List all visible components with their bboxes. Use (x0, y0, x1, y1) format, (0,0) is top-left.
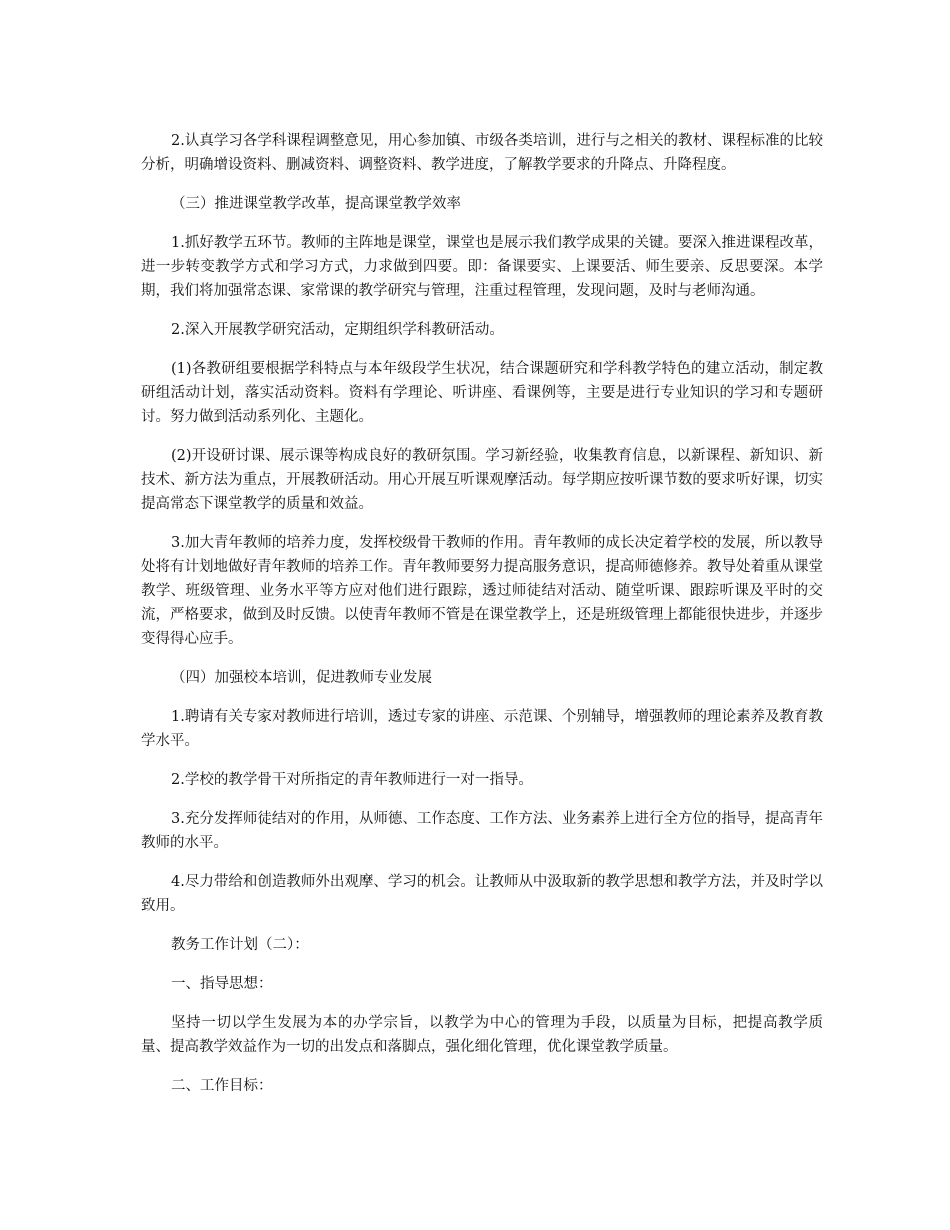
paragraph-expert-training: 1.聘请有关专家对教师进行培训，透过专家的讲座、示范课、个别辅导，增强教师的理论素养及教育教学水平。 (141, 709, 823, 749)
paragraph-guiding-ideology: 坚持一切以学生发展为本的办学宗旨，以教学为中心的管理为手段，以质量为目标，把提高教学质量、提高教学效益作为一切的出发点和落脚点，强化细化管理，优化课堂教学质量。 (141, 1015, 823, 1055)
paragraph-research-activities: 2.深入开展教学研究活动，定期组织学科教研活动。 (171, 322, 504, 338)
paragraph-curriculum-study: 2.认真学习各学科课程调整意见，用心参加镇、市级各类培训，进行与之相关的教材、课程标准的比较分析，明确增设资料、删减资料、调整资料、教学进度，了解教学要求的升降点、升降程度。 (141, 133, 823, 173)
section-heading-work-goals: 二、工作目标： (171, 1078, 273, 1094)
plan-two-title: 教务工作计划（二）： (171, 937, 309, 953)
paragraph-one-on-one-guidance: 2.学校的教学骨干对所指定的青年教师进行一对一指导。 (171, 772, 533, 788)
paragraph-young-teacher-training: 3.加大青年教师的培养力度，发挥校级骨干教师的作用。青年教师的成长决定着学校的发展，所以教导处将有计划地做好青年教师的培养工作。青年教师要努力提高服务意识，提高师德修养。教导处着重从课堂教学、班级管理、业务水平等方应对他们进行跟踪，透过师徒结对活动、随堂听课、跟踪听课及平时的交流，严格要求，做到及时反馈。以使青年教师不管是在课堂教学上，还是班级管理上都能很快进步，并逐步变得得心应手。 (141, 535, 823, 647)
paragraph-seminar-lessons: (2)开设研讨课、展示课等构成良好的教研氛围。学习新经验，收集教育信息，以新课程、新知识、新技术、新方法为重点，开展教研活动。用心开展互听课观摩活动。每学期应按听课节数的要求听好课，切实提高常态下课堂教学的质量和效益。 (141, 448, 823, 512)
paragraph-mentor-pairing: 3.充分发挥师徒结对的作用，从师德、工作态度、工作方法、业务素养上进行全方位的指导，提高青年教师的水平。 (141, 811, 823, 851)
paragraph-five-teaching-steps: 1.抓好教学五环节。教师的主阵地是课堂，课堂也是展示我们教学成果的关键。要深入推进课程改革，进一步转变教学方式和学习方式，力求做到四要。即：备课要实、上课要活、师生要亲、反思要深。本学期，我们将加强常态课、家常课的教学研究与管理，注重过程管理，发现问题，及时与老师沟通。 (141, 235, 823, 299)
document-body (141, 129, 823, 1113)
section-heading-school-training: （四）加强校本培训，促进教师专业发展 (171, 670, 432, 686)
section-heading-guiding-ideology: 一、指导思想： (171, 976, 273, 992)
paragraph-research-groups: (1)各教研组要根据学科特点与本年级段学生状况，结合课题研究和学科教学特色的建立活动，制定教研组活动计划，落实活动资料。资料有学理论、听讲座、看课例等，主要是进行专业知识的学习和专题研讨。努力做到活动系列化、主题化。 (141, 361, 823, 425)
paragraph-external-observation: 4.尽力带给和创造教师外出观摩、学习的机会。让教师从中汲取新的教学思想和教学方法，并及时学以致用。 (141, 874, 823, 914)
section-heading-classroom-reform: （三）推进课堂教学改革，提高课堂教学效率 (171, 196, 461, 212)
